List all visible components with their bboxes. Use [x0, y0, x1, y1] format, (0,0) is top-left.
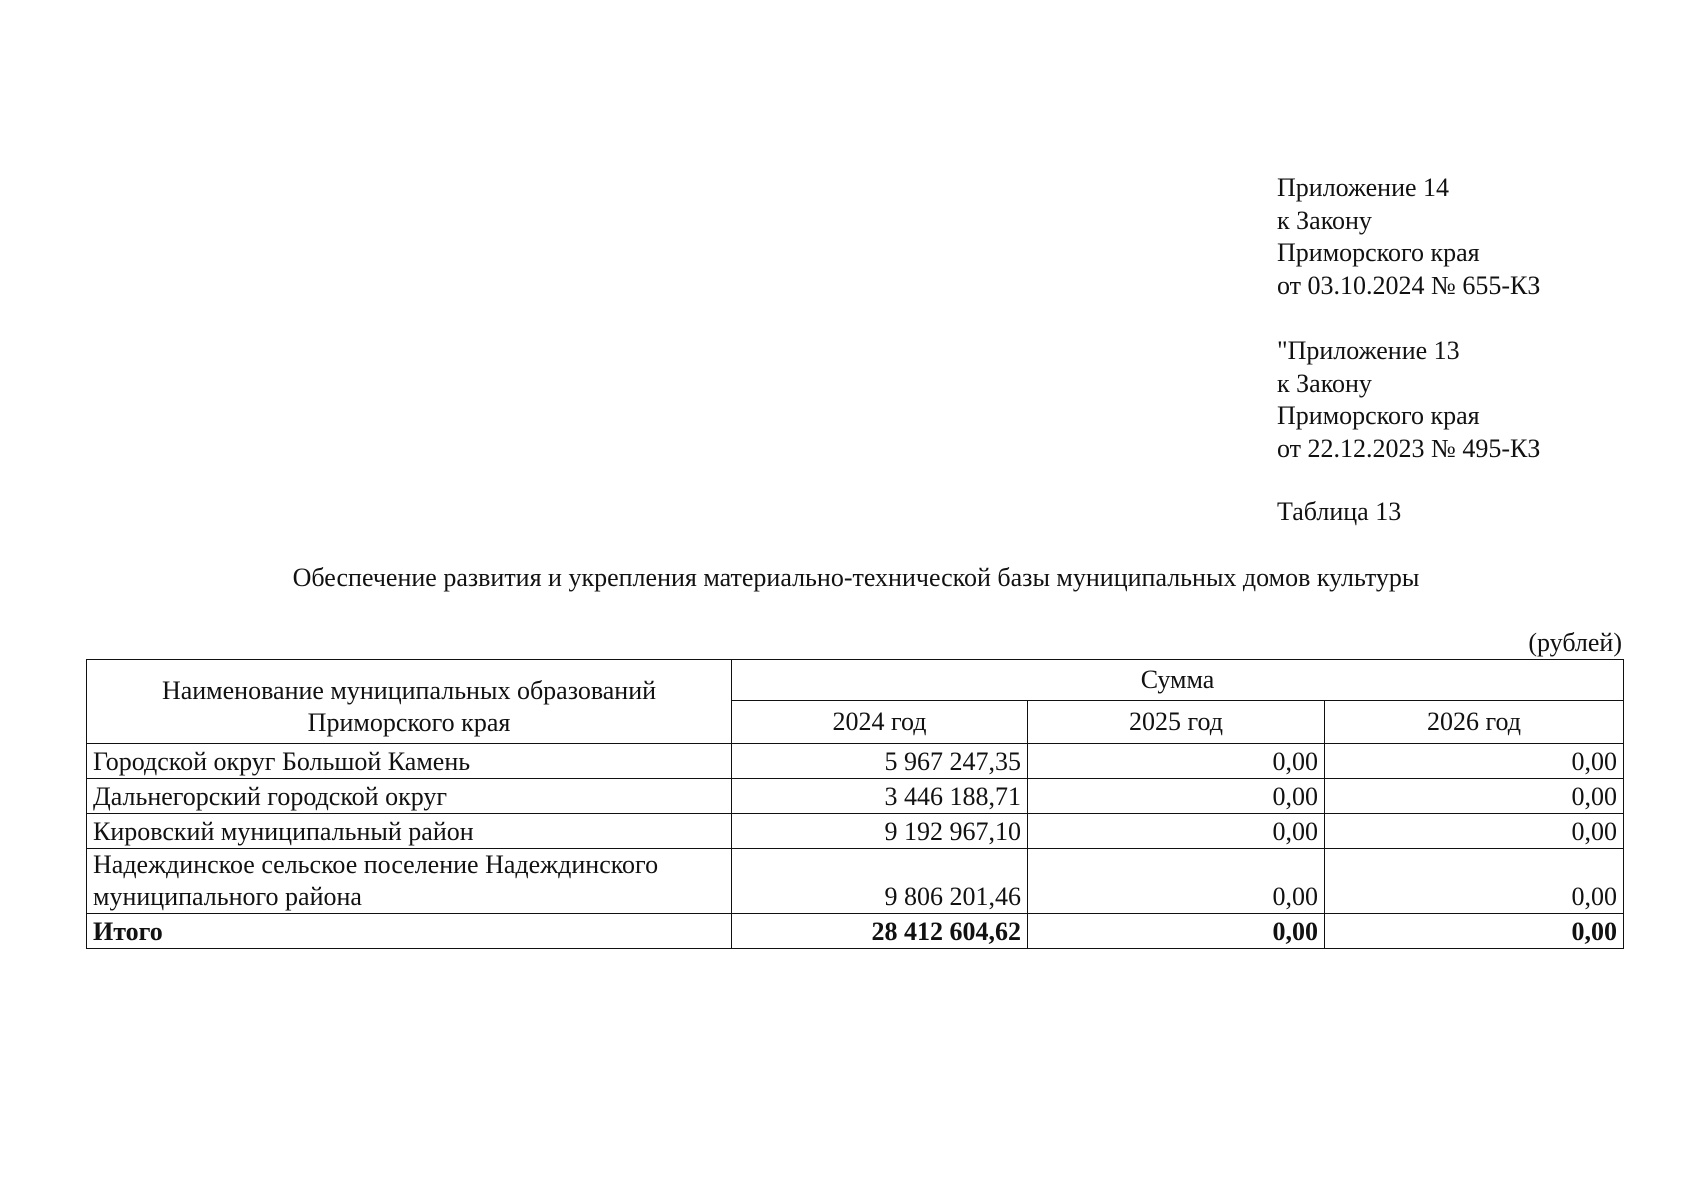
table-row	[87, 849, 1624, 914]
row-value-2024: 5 967 247,35	[732, 744, 1028, 779]
row-name-line: Надеждинское сельское поселение Надеждинского	[93, 850, 659, 879]
table-total-row	[87, 914, 1624, 949]
row-value-2026: 0,00	[1325, 744, 1624, 779]
annex-line: Приложение 14	[1277, 173, 1450, 202]
row-value-2024: 9 192 967,10	[732, 814, 1028, 849]
row-value-2025: 0,00	[1028, 779, 1325, 814]
table-row	[87, 744, 1624, 779]
table-row	[87, 779, 1624, 814]
row-name	[87, 849, 732, 914]
header-name-line: Приморского края	[307, 707, 511, 737]
header-name-line: Наименование муниципальных образований	[161, 675, 657, 705]
document-title: Обеспечение развития и укрепления материально-технической базы муниципальных домов культуры	[292, 563, 1420, 592]
annex-line: Приморского края	[1277, 401, 1480, 430]
row-value-2024: 9 806 201,46	[732, 849, 1028, 914]
total-label: Итого	[87, 914, 732, 949]
row-value-2026: 0,00	[1325, 814, 1624, 849]
row-value-2025: 0,00	[1028, 849, 1325, 914]
annex-header	[1277, 172, 1540, 302]
row-value-2024: 3 446 188,71	[732, 779, 1028, 814]
header-year-2026: 2026 год	[1325, 701, 1624, 744]
annex-line: к Закону	[1277, 368, 1372, 398]
header-year-2025: 2025 год	[1028, 701, 1325, 744]
annex-line: от 22.12.2023 № 495-КЗ	[1277, 433, 1541, 463]
row-name: Городской округ Большой Камень	[87, 744, 732, 779]
row-value-2025: 0,00	[1028, 744, 1325, 779]
header-municipality	[87, 660, 732, 744]
table-header-row	[87, 660, 1624, 701]
total-value-2026: 0,00	[1325, 914, 1624, 949]
row-name: Кировский муниципальный район	[87, 814, 732, 849]
row-value-2025: 0,00	[1028, 814, 1325, 849]
total-value-2024: 28 412 604,62	[732, 914, 1028, 949]
table-row	[87, 814, 1624, 849]
table-number: Таблица 13	[1277, 497, 1402, 526]
row-value-2026: 0,00	[1325, 779, 1624, 814]
annex-line: Приморского края	[1277, 238, 1480, 267]
unit-note: (рублей)	[1528, 628, 1622, 657]
annex-previous-header	[1277, 335, 1540, 465]
total-value-2025: 0,00	[1028, 914, 1325, 949]
row-name-line: муниципального района	[93, 882, 362, 911]
row-name: Дальнегорский городской округ	[87, 779, 732, 814]
annex-line: к Закону	[1277, 205, 1372, 235]
budget-table	[86, 659, 1624, 949]
annex-line: "Приложение 13	[1277, 336, 1460, 365]
header-year-2024: 2024 год	[732, 701, 1028, 744]
row-value-2026: 0,00	[1325, 849, 1624, 914]
annex-line: от 03.10.2024 № 655-КЗ	[1277, 270, 1541, 300]
header-sum: Сумма	[732, 660, 1624, 701]
